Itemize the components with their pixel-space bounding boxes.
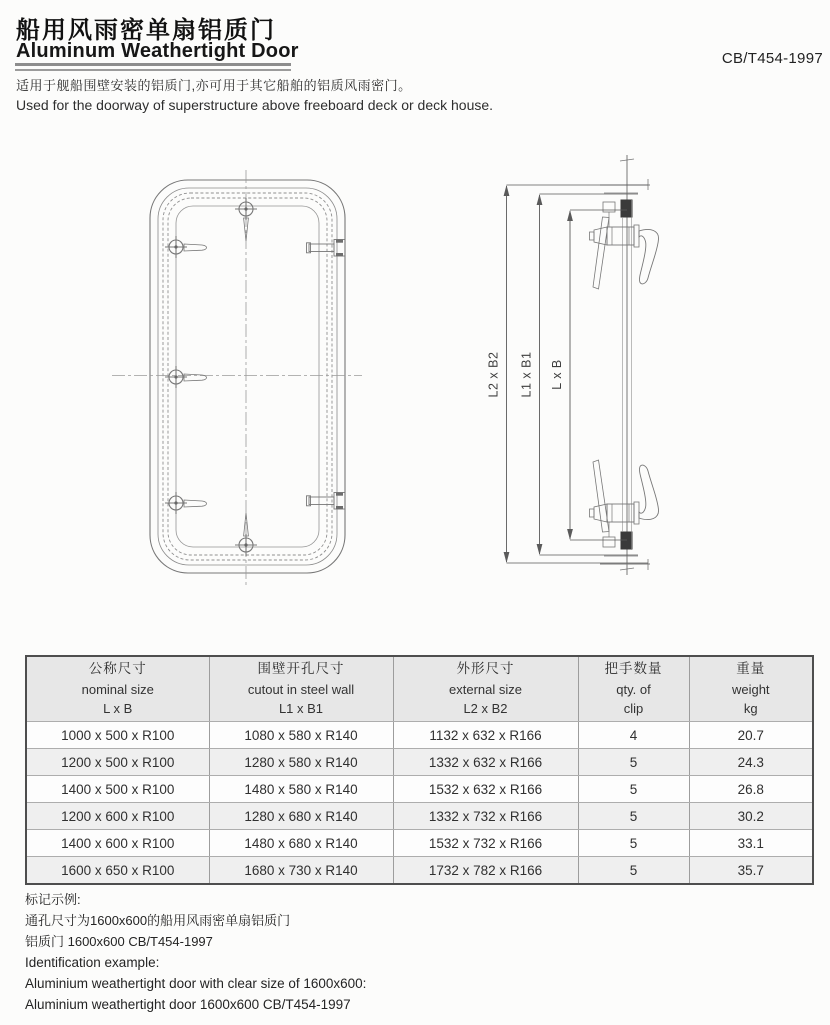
table-cell: 1132 x 632 x R166 [393, 722, 578, 749]
identification-notes [25, 889, 366, 1015]
dim-label-lb: L x B [550, 359, 564, 390]
table-cell: 5 [578, 830, 689, 857]
spec-table-section [25, 655, 812, 885]
col-header-en: nominal size [81, 681, 154, 697]
table-row [26, 803, 813, 830]
table-cell: 20.7 [689, 722, 813, 749]
table-cell: 1532 x 632 x R166 [393, 776, 578, 803]
dim-label-l2b2: L2 x B2 [486, 351, 501, 398]
col-header-nominal-size [26, 656, 209, 722]
col-header-sub: kg [743, 701, 758, 717]
table-row [26, 776, 813, 803]
note-en-line2: Aluminium weathertight door 1600x600 CB/T454-1997 [25, 997, 351, 1012]
col-header-cutout [209, 656, 393, 722]
table-header-row [26, 656, 813, 722]
col-header-en: weight [731, 681, 770, 697]
table-cell: 5 [578, 749, 689, 776]
col-header-sub: L2 x B2 [463, 701, 508, 717]
clip-left-bottom [165, 492, 207, 514]
page-title-zh: 船用风雨密单扇铝质门 [16, 17, 276, 44]
table-cell: 30.2 [689, 803, 813, 830]
standard-code: CB/T454-1997 [721, 50, 823, 67]
front-view-drawing [112, 170, 362, 588]
side-view-drawing [590, 155, 659, 575]
table-cell: 1400 x 500 x R100 [26, 776, 209, 803]
col-header-en: cutout in steel wall [247, 681, 355, 697]
col-header-sub: L x B [103, 701, 133, 717]
description-en: Used for the doorway of superstructure above freeboard deck or deck house. [16, 97, 494, 113]
table-cell: 4 [578, 722, 689, 749]
note-en-line1: Aluminium weathertight door with clear size of 1600x600: [25, 976, 367, 991]
table-row [26, 857, 813, 885]
table-cell: 1600 x 650 x R100 [26, 857, 209, 885]
col-header-clip-qty [578, 656, 689, 722]
table-cell: 1280 x 580 x R140 [209, 749, 393, 776]
dim-label-l1b1: L1 x B1 [519, 351, 534, 398]
note-en-title: Identification example: [25, 955, 160, 970]
table-cell: 1480 x 680 x R140 [209, 830, 393, 857]
table-cell: 5 [578, 803, 689, 830]
note-zh-title: 标记示例: [25, 892, 81, 907]
table-row [26, 722, 813, 749]
table-cell: 1680 x 730 x R140 [209, 857, 393, 885]
col-header-external-size [393, 656, 578, 722]
table-cell: 26.8 [689, 776, 813, 803]
table-cell: 1280 x 680 x R140 [209, 803, 393, 830]
table-cell: 24.3 [689, 749, 813, 776]
hinge-top [307, 240, 346, 257]
col-header-sub: L1 x B1 [278, 701, 324, 717]
table-cell: 1480 x 580 x R140 [209, 776, 393, 803]
table-body [26, 722, 813, 885]
description-zh: 适用于舰船围壁安装的铝质门,亦可用于其它船舶的铝质风雨密门。 [16, 78, 412, 93]
col-header-en: external size [449, 681, 522, 697]
table-cell: 1732 x 782 x R166 [393, 857, 578, 885]
table-cell: 1000 x 500 x R100 [26, 722, 209, 749]
table-cell: 35.7 [689, 857, 813, 885]
table-row [26, 749, 813, 776]
col-header-zh: 公称尺寸 [88, 661, 147, 677]
clip-bottom [235, 513, 257, 556]
table-cell: 5 [578, 857, 689, 885]
note-zh-line2: 铝质门 1600x600 CB/T454-1997 [25, 934, 213, 949]
side-clip-assembly [590, 179, 659, 375]
clip-top [235, 198, 257, 241]
table-cell: 1532 x 732 x R166 [393, 830, 578, 857]
note-zh-line1: 通孔尺寸为1600x600的船用风雨密单扇铝质门 [25, 913, 291, 928]
table-cell: 1200 x 600 x R100 [26, 803, 209, 830]
table-cell: 1332 x 732 x R166 [393, 803, 578, 830]
table-cell: 1400 x 600 x R100 [26, 830, 209, 857]
col-header-zh: 外形尺寸 [456, 661, 515, 677]
spec-table [25, 655, 814, 885]
table-cell: 1332 x 632 x R166 [393, 749, 578, 776]
table-cell: 1200 x 500 x R100 [26, 749, 209, 776]
col-header-en: qty. of [616, 681, 651, 697]
table-cell: 33.1 [689, 830, 813, 857]
col-header-weight [689, 656, 813, 722]
table-cell: 1080 x 580 x R140 [209, 722, 393, 749]
table-cell: 5 [578, 776, 689, 803]
clip-left-top [165, 236, 207, 258]
col-header-zh: 围壁开孔尺寸 [257, 661, 345, 677]
col-header-sub: clip [623, 701, 644, 717]
hinge-bottom [307, 493, 346, 510]
table-row [26, 830, 813, 857]
col-header-zh: 把手数量 [604, 661, 663, 677]
page-title-en: Aluminum Weathertight Door [16, 40, 299, 62]
clip-left-middle [165, 366, 207, 388]
col-header-zh: 重量 [736, 661, 766, 677]
